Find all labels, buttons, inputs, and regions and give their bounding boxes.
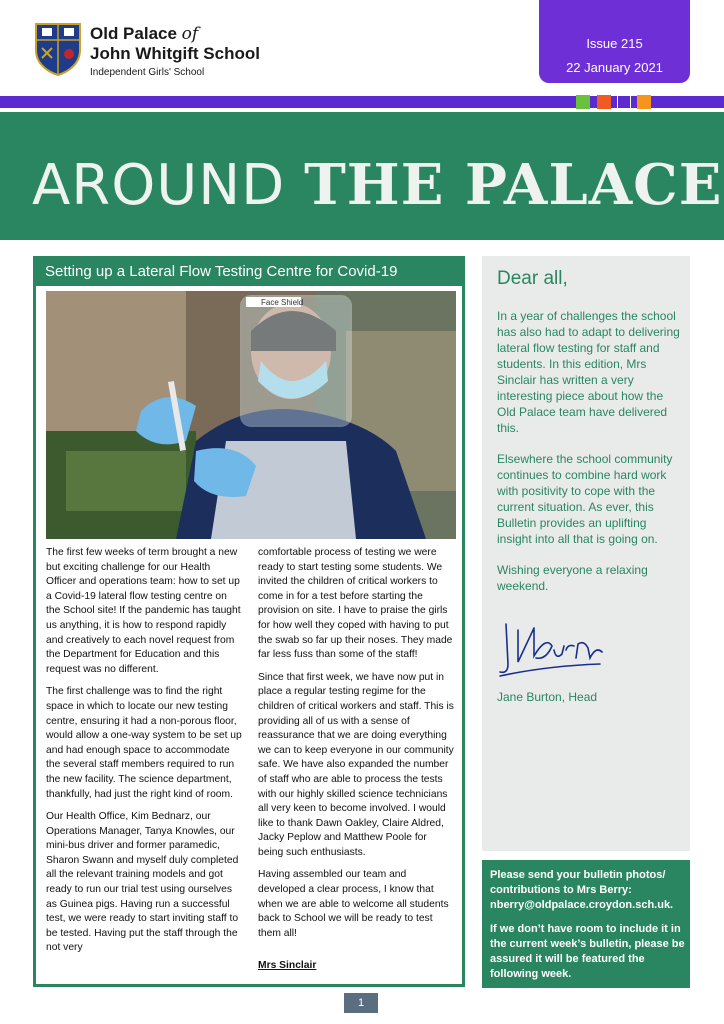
article-paragraph: The first few weeks of term brought a new but exciting challenge for our Health Officer and operations team: how to set up a Covid-19 lateral flow testing centre on the School site! If the pandemic has taught us anything, it is how to respond rapidly and creatively to each novel request from the Department for Education and this request was no different. <box>46 547 241 675</box>
contribution-notice <box>482 860 690 988</box>
header-divider-bar <box>0 96 724 108</box>
article-paragraph: Since that first week, we have now put in place a regular testing regime for the children of critical workers and staff. This is providing all of us with a sense of reassurance that we are doing everything we can to keep everyone in our community safe. We have also expanded the number of staff who are able to process the tests with our highly skilled science technicians all very keen to become involved. I would like to thank Dawn Oakley, Claire Aldred, Jacky Peplow and Matthew Poole for being such enthusiasts. <box>258 671 454 858</box>
article-paragraph: comfortable process of testing we were ready to start testing some students. We invited the children of critical workers to come in for a test before starting the provision on site. I have to praise the girls for how well they coped with having to put the swab so far up their noses. They made far less fuss than some of the staff! <box>258 547 453 661</box>
article-title: Setting up a Lateral Flow Testing Centre for Covid-19 <box>45 263 398 280</box>
issue-date: 22 January 2021 <box>566 60 663 75</box>
article-column-2 <box>258 546 454 982</box>
svg-text:Face Shield: Face Shield <box>261 298 304 307</box>
decor-square-amber <box>637 95 651 109</box>
article-paragraph: The first challenge was to find the right space in which to locate our new testing centre, ensuring it had a non-porous floor, would allow a one-way system to be set up and had enough space to accommodate the several staff members required to run the new facility. The science department, thankfully, had just the right kind of room. <box>46 686 242 800</box>
signatory-name: Jane Burton, Head <box>497 690 598 704</box>
contribution-request: Please send your bulletin photos/ contributions to Mrs Berry: nberry@oldpalace.croydon.sch.uk. <box>490 869 674 911</box>
article-header <box>36 259 462 286</box>
issue-badge <box>539 0 690 83</box>
welcome-panel <box>482 256 690 851</box>
welcome-text <box>497 308 683 609</box>
decor-square-green <box>576 95 590 109</box>
decor-square-orange <box>597 95 611 109</box>
handwritten-signature <box>496 616 606 682</box>
article-column-1 <box>46 546 242 964</box>
decor-square-purple <box>617 95 631 109</box>
masthead-title: AROUND THE PALACE <box>32 152 723 218</box>
school-subtitle: Independent Girls' School <box>90 67 205 78</box>
article-paragraph: Our Health Office, Kim Bednarz, our Operations Manager, Tanya Knowles, our mini-bus driver and former paramedic, Sharon Swann and myself duly completed all the relevant training models and got ready to run our trial test using ourselves as Guinea pigs. Having run a successful test, we were ready to start inviting staff to be tested. Having put the staff through the not very <box>46 811 239 954</box>
issue-number: Issue 215 <box>586 36 643 51</box>
page-number: 1 <box>344 993 378 1013</box>
welcome-paragraph: Wishing everyone a relaxing weekend. <box>497 563 648 593</box>
school-crest-icon <box>34 22 82 76</box>
welcome-paragraph: In a year of challenges the school has also had to adapt to delivering lateral flow testing for staff and students. In this edition, Mrs Sinclair has written a very interesting piece about how the Old Palace team have delivered this. <box>497 309 680 435</box>
school-name: Old Palace of John Whitgift School <box>90 24 260 63</box>
masthead-banner <box>0 112 724 240</box>
article-paragraph: Having assembled our team and developed a clear process, I know that when we are able to welcome all students back to School we will be ready to test them all! <box>258 869 449 939</box>
contribution-note: If we don’t have room to include it in the current week’s bulletin, please be assured it will be featured the following week. <box>490 923 685 980</box>
lateral-flow-testing-photo <box>46 291 456 539</box>
contribution-text <box>490 868 686 991</box>
article-box <box>33 256 465 987</box>
greeting: Dear all, <box>497 268 568 289</box>
welcome-paragraph: Elsewhere the school community continues to combine hard work with positivity to cope with the current situation. As ever, this Bulletin provides an uplifting insight into all that is going on. <box>497 452 673 546</box>
article-author: Mrs Sinclair <box>258 960 317 972</box>
